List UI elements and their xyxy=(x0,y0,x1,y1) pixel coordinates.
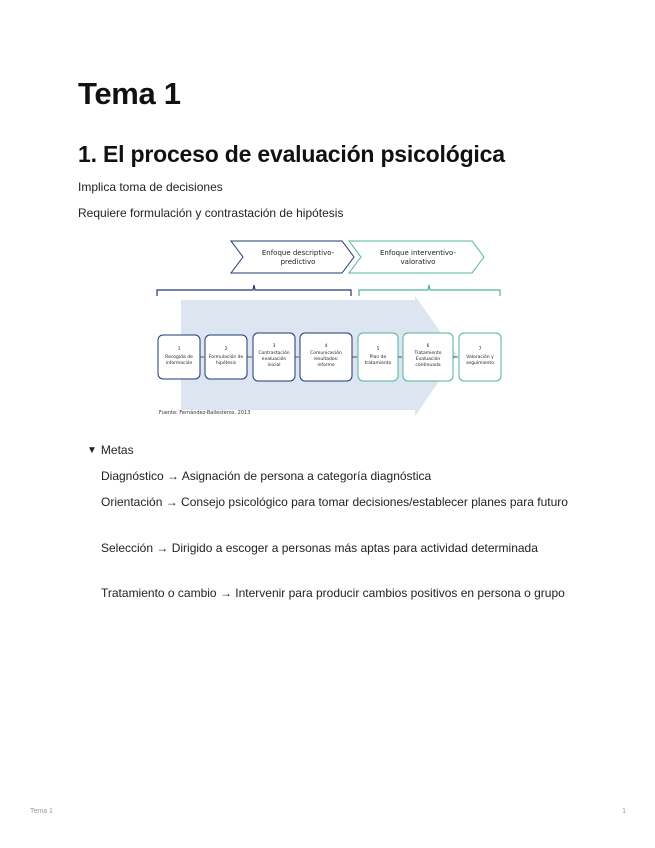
step-4-num: 4 xyxy=(324,344,328,349)
step-box-6 xyxy=(403,333,453,381)
step-7-line1: Valoración y xyxy=(466,355,494,360)
meta-item-diagnostico: Diagnóstico → Asignación de persona a categoría diagnóstica xyxy=(101,469,432,483)
approach-right-line2: valorativo xyxy=(400,258,436,266)
step-box-4 xyxy=(300,333,352,381)
step-2-num: 2 xyxy=(224,347,228,352)
step-6-line3: continuada xyxy=(415,363,441,368)
meta-item-orientacion: Orientación → Consejo psicológico para tomar decisiones/establecer planes para futuro xyxy=(101,495,568,509)
step-box-2 xyxy=(205,335,247,379)
step-box-5 xyxy=(358,333,398,381)
approach-left-line1: Enfoque descriptivo- xyxy=(261,249,335,257)
metas-toggle-label: Metas xyxy=(100,443,134,457)
approach-right-line1: Enfoque interventivo- xyxy=(380,249,456,257)
footer-doc-title: Tema 1 xyxy=(30,808,53,815)
step-box-7 xyxy=(459,333,501,381)
approach-left-line2: predictivo xyxy=(280,258,316,266)
step-1-num: 1 xyxy=(177,347,181,352)
step-6-num: 6 xyxy=(426,344,430,349)
step-3-line1: Contrastación xyxy=(258,351,290,356)
step-6-line2: Evaluación xyxy=(415,357,441,362)
diagram-source: Fuente: Fernández-Ballesteros, 2013 xyxy=(159,410,251,416)
metas-toggle[interactable] xyxy=(87,443,134,457)
step-7-line2: seguimiento xyxy=(466,361,494,366)
step-7-num: 7 xyxy=(478,347,482,352)
footer-page-number: 1 xyxy=(622,808,626,815)
step-1-line1: Recogida de xyxy=(165,355,193,360)
step-5-num: 5 xyxy=(376,347,380,352)
meta-item-tratamiento: Tratamiento o cambio → Intervenir para producir cambios positivos en persona o grupo xyxy=(101,586,565,600)
evaluation-process-diagram xyxy=(153,238,502,418)
step-4-line1: Comunicación xyxy=(310,351,342,356)
step-1-line2: información xyxy=(165,361,193,366)
paragraph-decisions: Implica toma de decisiones xyxy=(78,180,223,194)
diagram-svg xyxy=(153,238,502,418)
page-title: Tema 1 xyxy=(78,76,181,111)
step-5-line2: tratamiento xyxy=(364,361,392,366)
meta-item-seleccion: Selección → Dirigido a escoger a personas más aptas para actividad determinada xyxy=(101,541,538,555)
step-2-line2: hipótesis xyxy=(215,361,237,366)
step-3-line2: evaluación xyxy=(261,357,287,362)
step-2-line1: Formulación de xyxy=(208,355,244,360)
triangle-down-icon[interactable]: ▼ xyxy=(87,444,97,456)
approach-interventive-chevron xyxy=(349,241,484,273)
step-6-line1: Tratamiento xyxy=(414,351,442,356)
step-4-line2: resultados: xyxy=(313,357,339,362)
step-5-line1: Plan de xyxy=(369,355,387,360)
step-3-num: 3 xyxy=(272,344,276,349)
paragraph-hypothesis: Requiere formulación y contrastación de hipótesis xyxy=(78,206,344,220)
step-4-line3: informe xyxy=(317,363,335,368)
step-3-line3: inicial xyxy=(267,363,281,368)
step-box-1 xyxy=(158,335,200,379)
section-heading: 1. El proceso de evaluación psicológica xyxy=(78,141,505,167)
approach-descriptive-chevron xyxy=(231,241,354,273)
step-box-3 xyxy=(253,333,295,381)
